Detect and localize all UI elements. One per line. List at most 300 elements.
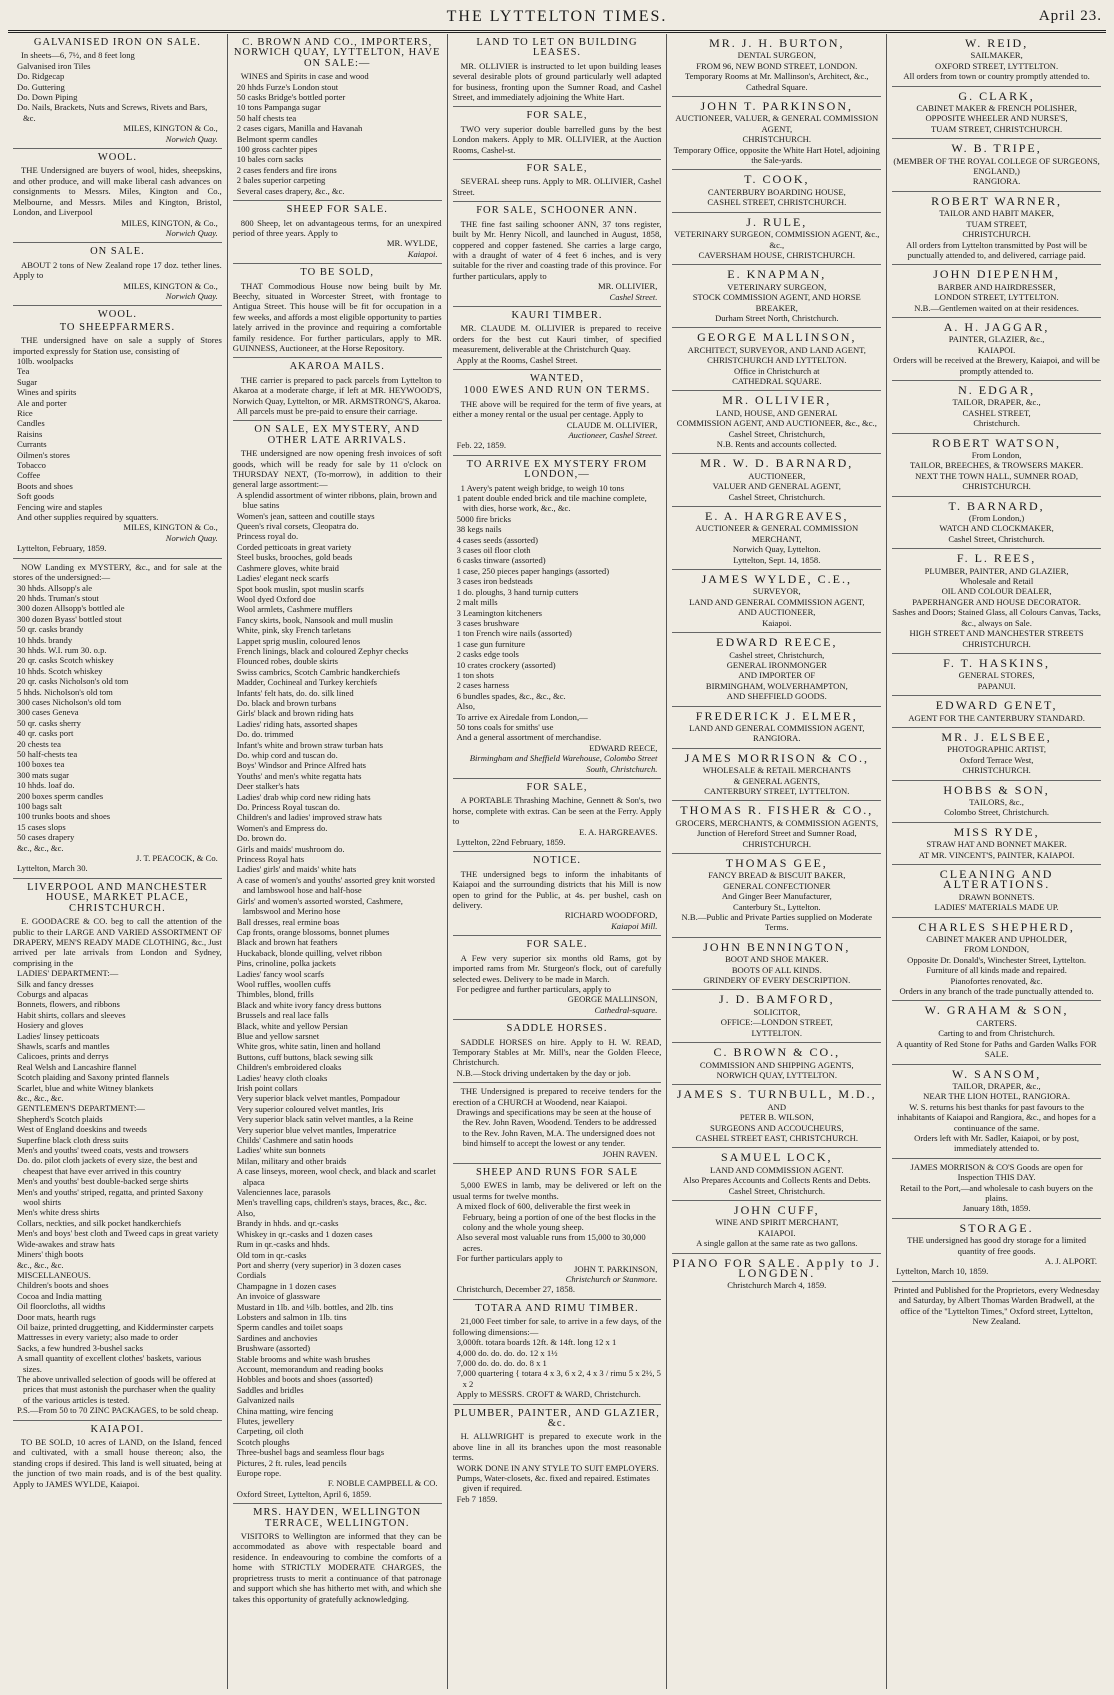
- ad-sig2: Norwich Quay.: [165, 532, 218, 543]
- ad-heading: FOR SALE,: [526, 782, 588, 793]
- ad-line: Ladies' fancy wool scarfs: [236, 968, 325, 979]
- ad-line: Carpeting, oil cloth: [236, 1426, 304, 1437]
- ad-line: LADIES' DEPARTMENT:—: [17, 968, 119, 979]
- ad-line: Sugar: [17, 376, 38, 387]
- ad-subheading: 1000 EWES AND RUN ON TERMS.: [463, 385, 651, 397]
- ad-line: Princess royal do.: [236, 531, 299, 542]
- ad-line: Black, white and yellow Persian: [236, 1020, 348, 1031]
- ad-heading: KAIAPOI.: [90, 1423, 145, 1435]
- ad-heading: EDWARD REECE,: [716, 635, 838, 650]
- ad-line: Junction of Hereford Street and Sumner Road,: [696, 828, 857, 839]
- ad-heading: LIVERPOOL AND MANCHESTER HOUSE, MARKET PLACE, CHRISTCHURCH.: [27, 881, 208, 914]
- ad-line: P.S.—From 50 to 70 ZINC PACKAGES, to be sold cheap.: [17, 1405, 219, 1416]
- ad-line: Kaiapoi.: [762, 617, 792, 628]
- ad-line: MISCELLANEOUS.: [17, 1269, 91, 1280]
- ad-sig: MILES, KINGTON & Co.,: [123, 123, 218, 134]
- ad-line: WHOLESALE & RETAIL MERCHANTS: [702, 765, 851, 776]
- ad-line: NEAR THE LION HOTEL, RANGIORA.: [923, 1091, 1071, 1102]
- ad-line: 10 bales corn sacks: [236, 154, 304, 165]
- ad-heading: PLUMBER, PAINTER, AND GLAZIER, &c.: [454, 1407, 660, 1429]
- ad-line: BARBER AND HAIRDRESSER,: [937, 281, 1056, 292]
- ad-line: Men's white dress shirts: [17, 1207, 100, 1218]
- ad-line: 50 half-chests tea: [17, 749, 78, 759]
- ad-heading: TO BE SOLD,: [300, 267, 374, 279]
- ad-line: 2 cases fenders and fire irons: [236, 164, 337, 175]
- ad-line: Cashmere gloves, white braid: [236, 562, 339, 573]
- ad-line: Rice: [17, 408, 33, 418]
- ad-sig2: Cathedral-square.: [594, 1004, 658, 1015]
- ad-line: Colombo Street, Christchurch.: [944, 807, 1050, 818]
- ad-line: 5000 fire bricks: [456, 513, 512, 524]
- ad-line: 300 cases Nicholson's old tom: [17, 696, 122, 707]
- ad-heading: JAMES WYLDE, C.E.,: [701, 572, 853, 587]
- ad-line: Bonnets, flowers, and ribbons: [17, 999, 120, 1010]
- ad-line: A case of women's and youths' assorted grey knit worsted and lambswool hose and half-hose: [236, 874, 435, 896]
- ad-heading: GEORGE MALLINSON,: [697, 330, 857, 345]
- ad-line: LADIES' MATERIALS MADE UP.: [934, 902, 1059, 913]
- advertisement: [453, 936, 662, 1020]
- ad-line: AND AUCTIONEER,: [738, 607, 816, 618]
- ad-line: Office in Christchurch at: [734, 365, 820, 376]
- ad-line: AT MR. VINCENT'S, PAINTER, KAIAPOI.: [918, 849, 1075, 860]
- ad-line: THE undersigned are now opening fresh invoices of soft goods, which will be ready for sale by 11 o'clock on THURSDAY NEXT, (To-morrow), in addition to their general large assortment:—: [232, 448, 442, 490]
- ad-sig2: Norwich Quay.: [165, 290, 218, 301]
- ad-line: Oilmen's stores: [17, 449, 70, 460]
- ad-line: 50 qr. casks brandy: [17, 624, 84, 635]
- ad-heading: JAMES S. TURNBULL, M.D.,: [676, 1087, 877, 1102]
- ad-foot: Lyttelton, March 10, 1859.: [896, 1266, 989, 1277]
- ad-line: JAMES MORRISON & CO'S Goods are open for Inspection THIS DAY.: [910, 1161, 1083, 1183]
- ad-line: Currants: [17, 439, 47, 450]
- column-1: [8, 34, 228, 1689]
- ad-line: SEVERAL sheep runs. Apply to MR. OLLIVIER, Cashel Street.: [452, 176, 662, 197]
- ad-sig: RICHARD WOODFORD,: [564, 910, 658, 921]
- ad-heading: GALVANISED IRON ON SALE.: [33, 37, 201, 48]
- ad-line: THE above will be required for the term of five years, at either a money rental or the usual per centage. Apply to: [452, 398, 662, 420]
- advertisement: [453, 1164, 662, 1300]
- ad-line: Scotch plaiding and Saxony printed flannels: [17, 1072, 170, 1083]
- ad-line: Whiskey in qr.-casks and 1 dozen cases: [236, 1228, 373, 1239]
- ad-line: Boots and shoes: [17, 480, 73, 491]
- ad-line: AUCTIONEER & GENERAL COMMISSION MERCHANT,: [695, 523, 859, 544]
- ad-sig: MILES, KINGTON & Co.,: [123, 522, 218, 533]
- ad-heading: LAND TO LET ON BUILDING LEASES.: [476, 37, 638, 59]
- advertisement: [672, 1254, 881, 1295]
- ad-line: Cashel Street, Christchurch.: [728, 1185, 825, 1196]
- ad-line: WATCH AND CLOCKMAKER,: [939, 523, 1054, 534]
- ad-line: TAILOR, DRAPER, &c.,: [952, 1080, 1041, 1091]
- ad-line: Oxford Terrace West,: [959, 754, 1034, 765]
- advertisement: [892, 865, 1101, 918]
- ad-line: TAILOR, BREECHES, & TROWSERS MAKER.: [909, 460, 1084, 471]
- ad-heading: FOR SALE,: [526, 110, 588, 122]
- ad-line: ABOUT 2 tons of New Zealand rope 17 doz. tether lines. Apply to: [13, 259, 222, 281]
- ad-line: 300 mats sugar: [17, 769, 70, 780]
- ad-line: And a general assortment of merchandise.: [456, 732, 602, 743]
- ad-line: Christchurch March 4, 1859.: [727, 1280, 827, 1291]
- ad-line: VISITORS to Wellington are informed that they can be accommodated as above with respectable board and residence. In endeavouring to combine the comforts of a home with STRICTLY MODERATE CHARGES, the proprietress trusts to merit a continuance of that patronage and support which she has hitherto met with, and which she takes this opportunity of gratefully acknowledging.: [232, 1531, 442, 1604]
- ad-line: TO BE SOLD, 10 acres of LAND, on the Island, fenced and cultivated, with a small house thereon; also, the standing crops if desired. This land is well situated, being at the junction of two main roads, and is of the best quality. Apply to JAMES WYLDE, Kaiapoi.: [13, 1437, 222, 1489]
- ad-line: For further particulars apply to: [456, 1253, 563, 1264]
- ad-heading: WOOL.: [97, 309, 137, 321]
- ad-line: 20 hhds Furze's London stout: [236, 81, 339, 92]
- advertisement: [892, 1282, 1101, 1331]
- ad-line: Flutes, jewellery: [236, 1416, 295, 1426]
- ad-line: OIL AND COLOUR DEALER,: [941, 586, 1052, 597]
- ad-heading: MISS RYDE,: [953, 824, 1040, 839]
- advertisement: [233, 1504, 442, 1608]
- advertisement: [13, 306, 222, 558]
- advertisement: [233, 34, 442, 201]
- ad-heading: JOHN T. PARKINSON,: [700, 99, 854, 114]
- ad-line: Printed and Published for the Proprietors, every Wednesday and Saturday, by Albert Thomas Warden Bradwell, at the office of the "Lyttelton Times," Oxford street, Lyttelton, New Zealand.: [893, 1284, 1100, 1327]
- ad-heading: TOTARA AND RIMU TIMBER.: [475, 1302, 639, 1314]
- ad-line: Do. Princess Royal tuscan do.: [236, 802, 340, 813]
- ad-line: W. S. returns his best thanks for past favours to the inhabitants of Kaiapoi and Rangiora, &c., and hopes for a continuance of the same.: [897, 1101, 1096, 1133]
- ad-line: Irish point collars: [236, 1083, 298, 1093]
- ad-line: &c., &c., &c.: [17, 1093, 64, 1103]
- ad-line: Feb 7 1859.: [456, 1493, 498, 1504]
- ad-line: PAPANUI.: [977, 680, 1016, 691]
- ad-line: LONDON STREET, LYTTELTON.: [934, 292, 1059, 303]
- ad-line: Children's and ladies' improved straw hats: [236, 812, 382, 823]
- ad-foot: Lyttelton, 22nd February, 1859.: [456, 837, 566, 848]
- ad-heading: HOBBS & SON,: [943, 782, 1050, 797]
- ad-line: Retail to the Port,—and wholesale to cash buyers on the plains.: [900, 1182, 1093, 1203]
- advertisement: [892, 192, 1101, 265]
- ad-sig2: Norwich Quay.: [165, 133, 218, 144]
- ad-line: MR. OLLIVIER is instructed to let upon building leases several desirable plots of ground particularly well adapted for business, fronting upon the Sumner Road, and Cashel Street, and immediately adjoining the White Hart.: [452, 60, 662, 103]
- ad-heading: SADDLE HORSES.: [506, 1023, 608, 1035]
- ad-line: &c., &c., &c.: [17, 842, 64, 853]
- ad-line: STOCK COMMISSION AGENT, AND HORSE BREAKER,: [692, 292, 861, 313]
- ad-line: 2 cases harness: [456, 680, 510, 691]
- ad-line: 10 hhds. loaf do.: [17, 780, 75, 791]
- ad-line: THAT Commodious House now being built by Mr. Beechy, situated in Worcester Street, with frontage to Antigua Street. This house will be fit for occupation in a few weeks, and affords a most eligible opportunity to parties lately arrived in the province and requiring a comfortable family residence. For further particulars, apply to MR. GUINNESS, Auctioneer, at the Horse Repository.: [232, 280, 442, 353]
- ad-line: Pumps, Water-closets, &c. fixed and repaired. Estimates given if required.: [456, 1472, 650, 1494]
- ad-heading: AKAROA MAILS.: [289, 361, 385, 373]
- ad-sig2: Kaiapoi.: [407, 248, 438, 259]
- ad-line: Scarlet, blue and white Witney blankets: [17, 1082, 154, 1093]
- ad-line: French linings, black and coloured Zephyr checks: [236, 645, 409, 656]
- ad-line: NOW Landing ex MYSTERY, &c., and for sale at the stores of the undersigned:—: [13, 561, 222, 583]
- ad-line: Ladies' elegant neck scarfs: [236, 573, 329, 584]
- ad-line: 50 tons coals for smiths' use: [456, 721, 554, 732]
- ad-line: GENERAL STORES,: [958, 670, 1035, 681]
- ad-line: 20 hhds. Truman's stout: [17, 592, 99, 603]
- ad-line: THE carrier is prepared to pack parcels from Lyttelton to Akaroa at a moderate charge, if left at MR. HEYWOOD'S, Norwich Quay, Lyttelton, or MR. ARMSTRONG'S, Akaroa.: [232, 374, 442, 406]
- ad-line: Do. brown do.: [236, 833, 287, 844]
- ad-line: All orders from Lyttelton transmitted by Post will be punctually attended to, and delivered, carriage paid.: [906, 239, 1088, 260]
- advertisement: [892, 497, 1101, 550]
- ad-line: SADDLE HORSES on hire. Apply to H. W. READ, Temporary Stables at Mr. Mill's, near the Golden Fleece, Christchurch.: [452, 1036, 662, 1068]
- ad-line: 1 do. ploughs, 3 hand turnip cutters: [456, 586, 579, 597]
- ad-line: (From London,): [968, 513, 1025, 524]
- ad-heading: ROBERT WARNER,: [931, 193, 1063, 208]
- ad-line: Orders in any branch of the trade punctually attended to.: [899, 986, 1094, 997]
- ad-heading: MRS. HAYDEN, WELLINGTON TERRACE, WELLINGTON.: [253, 1507, 422, 1529]
- column-4: [667, 34, 887, 1689]
- ad-line: KAIAPOI.: [758, 1227, 796, 1238]
- ad-heading: KAURI TIMBER.: [511, 309, 603, 321]
- ad-line: Cashel Street, Christchurch.: [948, 533, 1045, 544]
- ad-sig: GEORGE MALLINSON,: [567, 994, 658, 1005]
- ad-line: Princess Royal hats: [236, 854, 305, 865]
- ad-heading: J. RULE,: [746, 214, 808, 229]
- advertisement: [672, 633, 881, 706]
- ad-line: Madder, Cochineal and Turkey kerchiefs: [236, 677, 378, 688]
- ad-line: 10 tons Pampanga sugar: [236, 102, 321, 113]
- advertisement: [672, 990, 881, 1043]
- ad-line: Sacks, a few hundred 3-bushel sacks: [17, 1342, 144, 1353]
- ad-line: A PORTABLE Thrashing Machine, Gennett & Son's, two horse, complete with extras. Can be seen at the Ferry. Apply to: [452, 795, 662, 827]
- ad-heading: FOR SALE, SCHOONER ANN.: [476, 205, 638, 217]
- ad-line: H. ALLWRIGHT is prepared to execute work in the above line in all its branches upon the most reasonable terms.: [452, 1431, 662, 1463]
- ad-line: Cashel Street, Christchurch,: [728, 428, 825, 439]
- advertisement: [13, 879, 222, 1421]
- ad-line: Sperm candles and toilet soaps: [236, 1322, 343, 1333]
- ad-line: BOOTS OF ALL KINDS.: [731, 964, 822, 975]
- ad-sig: E. A. HARGREAVES.: [579, 826, 658, 837]
- ad-line: TAILOR, DRAPER, &c.,: [952, 397, 1041, 408]
- ad-line: Wholesale and Retail: [959, 576, 1034, 587]
- ad-line: And Ginger Beer Manufacturer,: [721, 891, 832, 902]
- ad-heading: JOHN DIEPENHM,: [933, 267, 1060, 282]
- ad-line: Wool armlets, Cashmere mufflers: [236, 604, 353, 615]
- ad-line: Deer stalker's hats: [236, 781, 300, 792]
- ad-line: Do. Guttering: [17, 81, 65, 92]
- ad-line: 3,000ft. totara boards 12ft. & 14ft. long 12 x 1: [456, 1337, 617, 1348]
- ad-line: Sardines and anchovies: [236, 1332, 318, 1343]
- ad-line: Very superior coloured velvet mantles, Iris: [236, 1103, 384, 1114]
- ad-line: Men's travelling caps, children's stays, braces, &c., &c.: [236, 1197, 427, 1208]
- ad-line: Galvanised iron Tiles: [17, 60, 91, 71]
- ad-heading: ROBERT WATSON,: [932, 435, 1062, 450]
- ad-line: China matting, wire fencing: [236, 1405, 334, 1416]
- ad-line: Port and sherry (very superior) in 3 dozen cases: [236, 1259, 401, 1270]
- ad-line: WINE AND SPIRIT MERCHANT,: [715, 1217, 839, 1228]
- ad-line: Oil floorcloths, all widths: [17, 1301, 106, 1312]
- ad-line: SOLICITOR,: [753, 1006, 801, 1017]
- ad-line: 10lb. woolpacks: [17, 355, 74, 366]
- ad-line: Swiss cambrics, Scotch Cambric handkerchiefs: [236, 666, 400, 677]
- ad-line: Coburgs and alpacas: [17, 988, 88, 999]
- ad-heading: CHARLES SHEPHERD,: [918, 919, 1075, 934]
- ad-line: CARTERS.: [976, 1017, 1017, 1028]
- ad-line: FROM 96, NEW BOND STREET, LONDON.: [696, 60, 858, 71]
- advertisement: [672, 801, 881, 854]
- ad-line: Girls and maids' mushroom do.: [236, 843, 345, 854]
- ad-line: 40 qr. casks port: [17, 728, 74, 739]
- ad-line: GROCERS, MERCHANTS, & COMMISSION AGENTS,: [675, 817, 879, 828]
- ad-sig: JOHN T. PARKINSON,: [573, 1263, 658, 1274]
- ad-line: HIGH STREET AND MANCHESTER STREETS CHRISTCHURCH.: [909, 628, 1084, 649]
- advertisement: [672, 707, 881, 749]
- ad-heading: ON SALE.: [90, 246, 145, 258]
- ad-line: Shepherd's Scotch plaids: [17, 1113, 103, 1124]
- ad-line: A mixed flock of 600, deliverable the first week in February, being a portion of one of the best flocks in the colony and the whole young sheep.: [456, 1201, 656, 1233]
- ad-line: Brussels and real lace falls: [236, 1010, 329, 1021]
- ad-line: Ale and porter: [17, 397, 67, 408]
- ad-line: VETERINARY SURGEON,: [727, 281, 827, 292]
- advertisement: [672, 507, 881, 570]
- advertisement: [453, 307, 662, 370]
- ad-line: A Few very superior six months old Rams, got by imported rams from Mr. Sturgeon's flock, out of carefully selected ewes. Delivery to be made in March.: [452, 952, 662, 984]
- ad-line: GENERAL CONFECTIONER: [723, 880, 831, 891]
- column-3: [448, 34, 668, 1689]
- ad-line: Infants' felt hats, do. do. silk lined: [236, 687, 354, 698]
- ad-line: 2 cases cigars, Manilla and Havanah: [236, 123, 363, 134]
- ad-line: Ladies' riding hats, assorted shapes: [236, 718, 358, 729]
- advertisement: [13, 34, 222, 149]
- advertisement: [892, 434, 1101, 497]
- ad-line: 21,000 Feet timber for sale, to arrive in a few days, of the following dimensions:—: [452, 1316, 662, 1337]
- ad-heading: SAMUEL LOCK,: [721, 1150, 833, 1165]
- ad-line: DENTAL SURGEON,: [737, 50, 816, 61]
- ad-line: TUAM STREET,: [966, 218, 1027, 229]
- ad-line: AGENT FOR THE CANTERBURY STANDARD.: [908, 712, 1085, 723]
- ad-line: Blue and yellow sarsnet: [236, 1030, 320, 1041]
- ad-line: Oil baize, printed druggetting, and Kidderminster carpets: [17, 1321, 214, 1332]
- advertisement: [233, 421, 442, 1504]
- ad-heading: W. SANSOM,: [951, 1066, 1042, 1081]
- ad-line: Black and white ivory fancy dress buttons: [236, 999, 382, 1010]
- ad-line: 100 bags salt: [17, 801, 62, 812]
- ad-line: Also Prepares Accounts and Collects Rents and Debts.: [682, 1175, 871, 1186]
- ad-line: Pins, crinoline, polka jackets: [236, 958, 336, 969]
- ad-heading: TO ARRIVE EX MYSTERY FROM LONDON,—: [466, 458, 648, 481]
- ad-line: Cordials: [236, 1270, 266, 1281]
- ad-line: Furniture of all kinds made and repaired.: [926, 965, 1067, 976]
- ad-line: From London,: [971, 450, 1022, 460]
- ad-line: CABINET MAKER & FRENCH POLISHER,: [916, 103, 1077, 114]
- ad-sig: EDWARD REECE,: [589, 742, 658, 753]
- ad-heading: SHEEP AND RUNS FOR SALE: [475, 1167, 639, 1178]
- ad-line: Lappet sprig muslin, coloured lenos: [236, 635, 361, 646]
- ad-line: SURVEYOR,: [752, 586, 801, 597]
- advertisement: [892, 696, 1101, 728]
- advertisement: [672, 938, 881, 991]
- ad-line: All orders from town or country promptly attended to.: [903, 71, 1090, 82]
- advertisement: [892, 265, 1101, 318]
- ad-line: White gros, white satin, linen and holland: [236, 1041, 381, 1052]
- ad-line: Youths' and men's white regatta hats: [236, 770, 362, 781]
- paper-title: THE LYTTELTON TIMES.: [446, 8, 668, 25]
- ad-line: West of England doeskins and tweeds: [17, 1124, 147, 1135]
- advertisement: [892, 823, 1101, 865]
- ad-line: 100 gross cachter pipes: [236, 144, 318, 155]
- ad-line: Buttons, cuff buttons, black sewing silk: [236, 1051, 373, 1062]
- advertisement: [453, 107, 662, 160]
- ad-line: Cap fronts, orange blossoms, bonnet plumes: [236, 926, 390, 937]
- ad-sig2: Cashel Street.: [609, 291, 658, 302]
- ad-line: Temporary Rooms at Mr. Mallinson's, Architect, &c., Cathedral Square.: [685, 71, 869, 92]
- ad-line: Apply at the Rooms, Cashel Street.: [456, 354, 578, 365]
- ad-line: 5 hhds. Nicholson's old tom: [17, 686, 113, 697]
- ad-line: 50 cases drapery: [17, 832, 75, 843]
- ad-subheading: TO SHEEPFARMERS.: [59, 321, 176, 333]
- ad-line: Opposite Dr. Donald's, Winchester Street, Lyttelton.: [907, 954, 1087, 965]
- ad-foot: Lyttelton, February, 1859.: [17, 543, 107, 554]
- advertisement: [672, 1201, 881, 1254]
- ad-sig: MILES, KINGTON & Co.,: [123, 280, 218, 291]
- ad-line: 300 dozen Byass' bottled stout: [17, 613, 122, 624]
- ad-line: Collars, neckties, and silk pocket handkerchiefs: [17, 1217, 181, 1228]
- ad-heading: C. BROWN & CO.,: [713, 1045, 841, 1060]
- ad-line: 20 qr. casks Nicholson's old tom: [17, 676, 129, 687]
- ad-line: Fencing wire and staples: [17, 501, 103, 512]
- ad-line: CABINET MAKER AND UPHOLDER,: [926, 934, 1067, 945]
- ad-line: & GENERAL AGENTS,: [733, 775, 820, 786]
- ad-line: 3 cases brushware: [456, 617, 520, 628]
- ad-line: STRAW HAT AND BONNET MAKER.: [926, 839, 1067, 850]
- ad-line: PLUMBER, PAINTER, AND GLAZIER,: [924, 565, 1069, 576]
- ad-line: Raisins: [17, 428, 43, 439]
- ad-line: Galvanized nails: [236, 1395, 295, 1406]
- ad-line: OXFORD STREET, LYTTELTON.: [935, 60, 1059, 71]
- ad-line: Very superior blue velvet mantles, Imperatrice: [236, 1124, 397, 1135]
- advertisement: [892, 1065, 1101, 1159]
- ad-line: TUAM STREET, CHRISTCHURCH.: [931, 123, 1063, 134]
- ad-line: Europe rope.: [236, 1468, 282, 1479]
- ad-line: Children's boots and shoes: [17, 1280, 109, 1291]
- ad-line: VALUER AND GENERAL AGENT,: [712, 481, 841, 492]
- ad-heading: SHEEP FOR SALE.: [286, 204, 388, 216]
- advertisement: [892, 1219, 1101, 1282]
- ad-line: SAILMAKER,: [970, 50, 1023, 61]
- ad-heading: STORAGE.: [959, 1220, 1034, 1235]
- ad-line: PAPERHANGER AND HOUSE DECORATOR.: [912, 596, 1081, 607]
- ad-line: BOOT AND SHOE MAKER.: [725, 954, 829, 965]
- ad-line: 4 cases seeds (assorted): [456, 534, 538, 545]
- ad-line: OFFICE:—LONDON STREET,: [720, 1017, 833, 1028]
- ad-line: THE undersigned begs to inform the inhabitants of Kaiapoi and the surrounding districts that his Mill is now open to grind for the Public, at 4s. per bushel, cash on delivery.: [452, 868, 662, 911]
- ad-line: A single gallon at the same rate as two gallons.: [696, 1238, 858, 1249]
- ad-line: &c., &c., &c.: [17, 1259, 64, 1270]
- ad-heading: JOHN BENNINGTON,: [703, 939, 851, 954]
- ad-line: ARCHITECT, SURVEYOR, AND LAND AGENT,: [687, 344, 866, 355]
- advertisement: [892, 381, 1101, 434]
- ad-line: Canterbury St., Lyttelton.: [732, 901, 821, 912]
- ad-heading: N. EDGAR,: [958, 382, 1036, 397]
- ad-line: Childs' Cashmere and satin hoods: [236, 1135, 353, 1146]
- ad-line: LAND AND GENERAL COMMISSION AGENT,: [689, 722, 865, 733]
- ad-line: Superfine black cloth dress suits: [17, 1134, 129, 1145]
- ad-line: In sheets—6, 7½, and 8 feet long: [21, 50, 135, 61]
- ad-heading: F. L. REES,: [956, 551, 1037, 566]
- ad-line: Men's and boys' best cloth and Tweed caps in great variety: [17, 1228, 219, 1239]
- ad-line: 200 boxes sperm candles: [17, 790, 104, 801]
- ad-line: 20 chests tea: [17, 738, 61, 749]
- ad-heading: MR. OLLIVIER,: [722, 393, 832, 408]
- ad-line: 300 dozen Allsopp's bottled ale: [17, 603, 125, 614]
- ad-line: Sashes and Doors; Stained Glass, all Colours Canvas, Tacks, &c., always on Sale.: [892, 607, 1101, 628]
- ad-line: For pedigree and further particulars, apply to: [456, 983, 611, 994]
- ad-line: N.B.—Stock driving undertaken by the day or job.: [456, 1067, 631, 1078]
- advertisement: [672, 454, 881, 507]
- ad-line: CHRISTCHURCH.: [962, 765, 1031, 776]
- ad-line: Also,: [236, 1207, 256, 1218]
- advertisement: [672, 1043, 881, 1085]
- ad-line: Habit shirts, collars and sleeves: [17, 1009, 126, 1020]
- ad-line: DRAWN BONNETS.: [958, 891, 1035, 902]
- ad-heading: G. CLARK,: [958, 88, 1035, 103]
- advertisement: [892, 34, 1101, 87]
- ad-sig: CLAUDE M. OLLIVIER,: [566, 419, 658, 430]
- ad-line: CHRISTCHURCH AND LYTTELTON.: [707, 355, 847, 366]
- advertisement: [453, 852, 662, 936]
- ad-line: Very superior black satin velvet mantles, a la Reine: [236, 1114, 414, 1125]
